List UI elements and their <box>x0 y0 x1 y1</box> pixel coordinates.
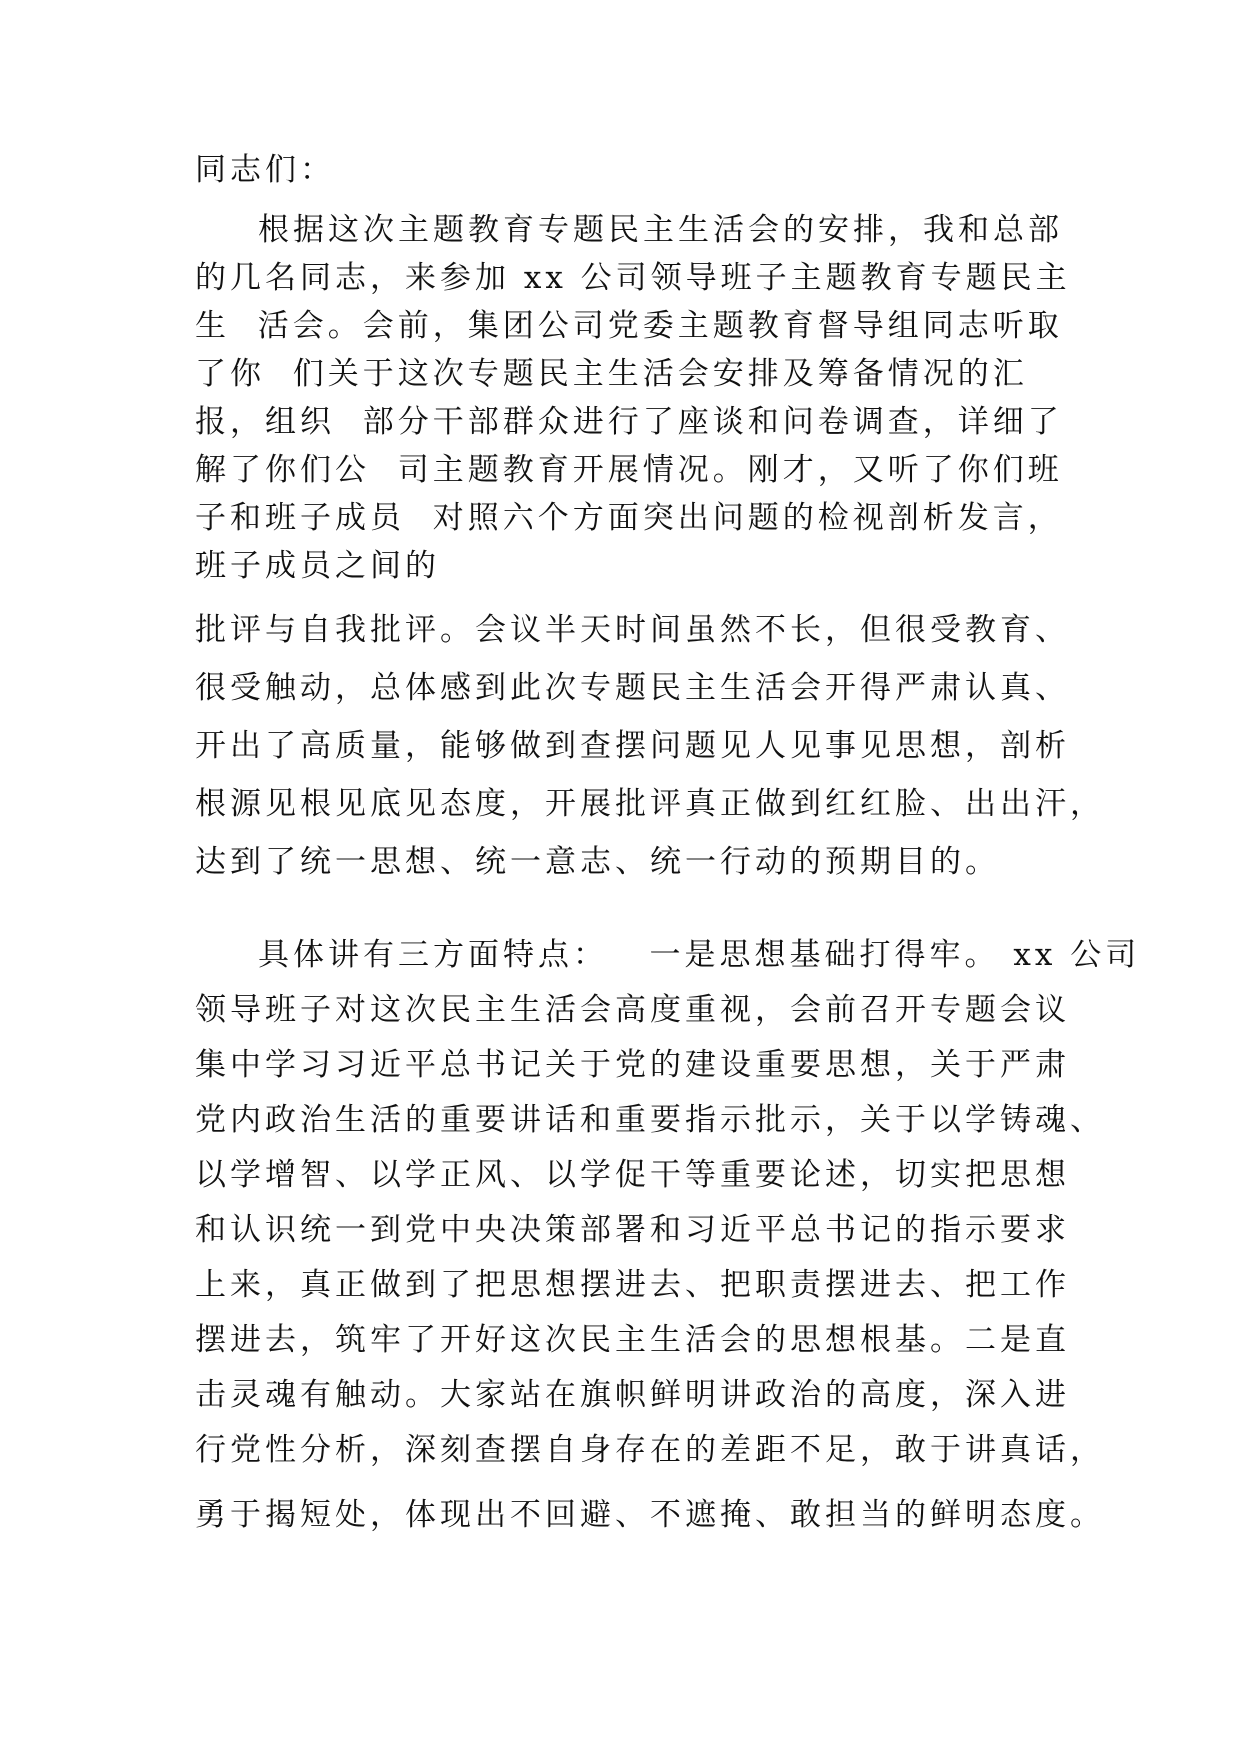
paragraph-line: 领导班子对这次民主生活会高度重视，会前召开专题会议 <box>195 992 1070 1028</box>
paragraph-line: 班子成员之间的 <box>195 548 440 584</box>
paragraph-line: 上来，真正做到了把思想摆进去、把职责摆进去、把工作 <box>195 1267 1070 1303</box>
paragraph-line: 击灵魂有触动。大家站在旗帜鲜明讲政治的高度，深入进 <box>195 1377 1070 1413</box>
paragraph-line: 摆进去，筑牢了开好这次民主生活会的思想根基。二是直 <box>195 1322 1070 1358</box>
paragraph-line: 达到了统一思想、统一意志、统一行动的预期目的。 <box>195 844 1000 880</box>
paragraph-line: 报，组织 部分干部群众进行了座谈和问卷调查，详细了 <box>195 404 1063 440</box>
paragraph-line: 和认识统一到党中央决策部署和习近平总书记的指示要求 <box>195 1212 1070 1248</box>
paragraph-line: 行党性分析，深刻查摆自身存在的差距不足，敢于讲真话， <box>195 1432 1105 1468</box>
paragraph-line: 根源见根见底见态度，开展批评真正做到红红脸、出出汗， <box>195 786 1105 822</box>
paragraph-line: 根据这次主题教育专题民主生活会的安排，我和总部 <box>258 212 1063 248</box>
paragraph-line: 了你 们关于这次专题民主生活会安排及筹备情况的汇 <box>195 356 1028 392</box>
paragraph-line: 生 活会。会前，集团公司党委主题教育督导组同志听取 <box>195 308 1063 344</box>
paragraph-line: 党内政治生活的重要讲话和重要指示批示，关于以学铸魂、 <box>195 1102 1105 1138</box>
paragraph-line: 勇于揭短处，体现出不回避、不遮掩、敢担当的鲜明态度。 <box>195 1497 1105 1533</box>
paragraph-line: 开出了高质量，能够做到查摆问题见人见事见思想，剖析 <box>195 728 1070 764</box>
paragraph-line: 解了你们公 司主题教育开展情况。刚才，又听了你们班 <box>195 452 1063 488</box>
paragraph-line: 批评与自我批评。会议半天时间虽然不长，但很受教育、 <box>195 612 1070 648</box>
paragraph-line: 很受触动，总体感到此次专题民主生活会开得严肃认真、 <box>195 670 1070 706</box>
paragraph-line: 集中学习习近平总书记关于党的建设重要思想，关于严肃 <box>195 1047 1070 1083</box>
paragraph-line: 的几名同志，来参加 xx 公司领导班子主题教育专题民主 <box>195 260 1071 296</box>
paragraph-line: 具体讲有三方面特点： 一是思想基础打得牢。 xx 公司 <box>258 937 1141 973</box>
paragraph-line: 以学增智、以学正风、以学促干等重要论述，切实把思想 <box>195 1157 1070 1193</box>
salutation: 同志们： <box>195 152 335 188</box>
paragraph-line: 子和班子成员 对照六个方面突出问题的检视剖析发言， <box>195 500 1063 536</box>
